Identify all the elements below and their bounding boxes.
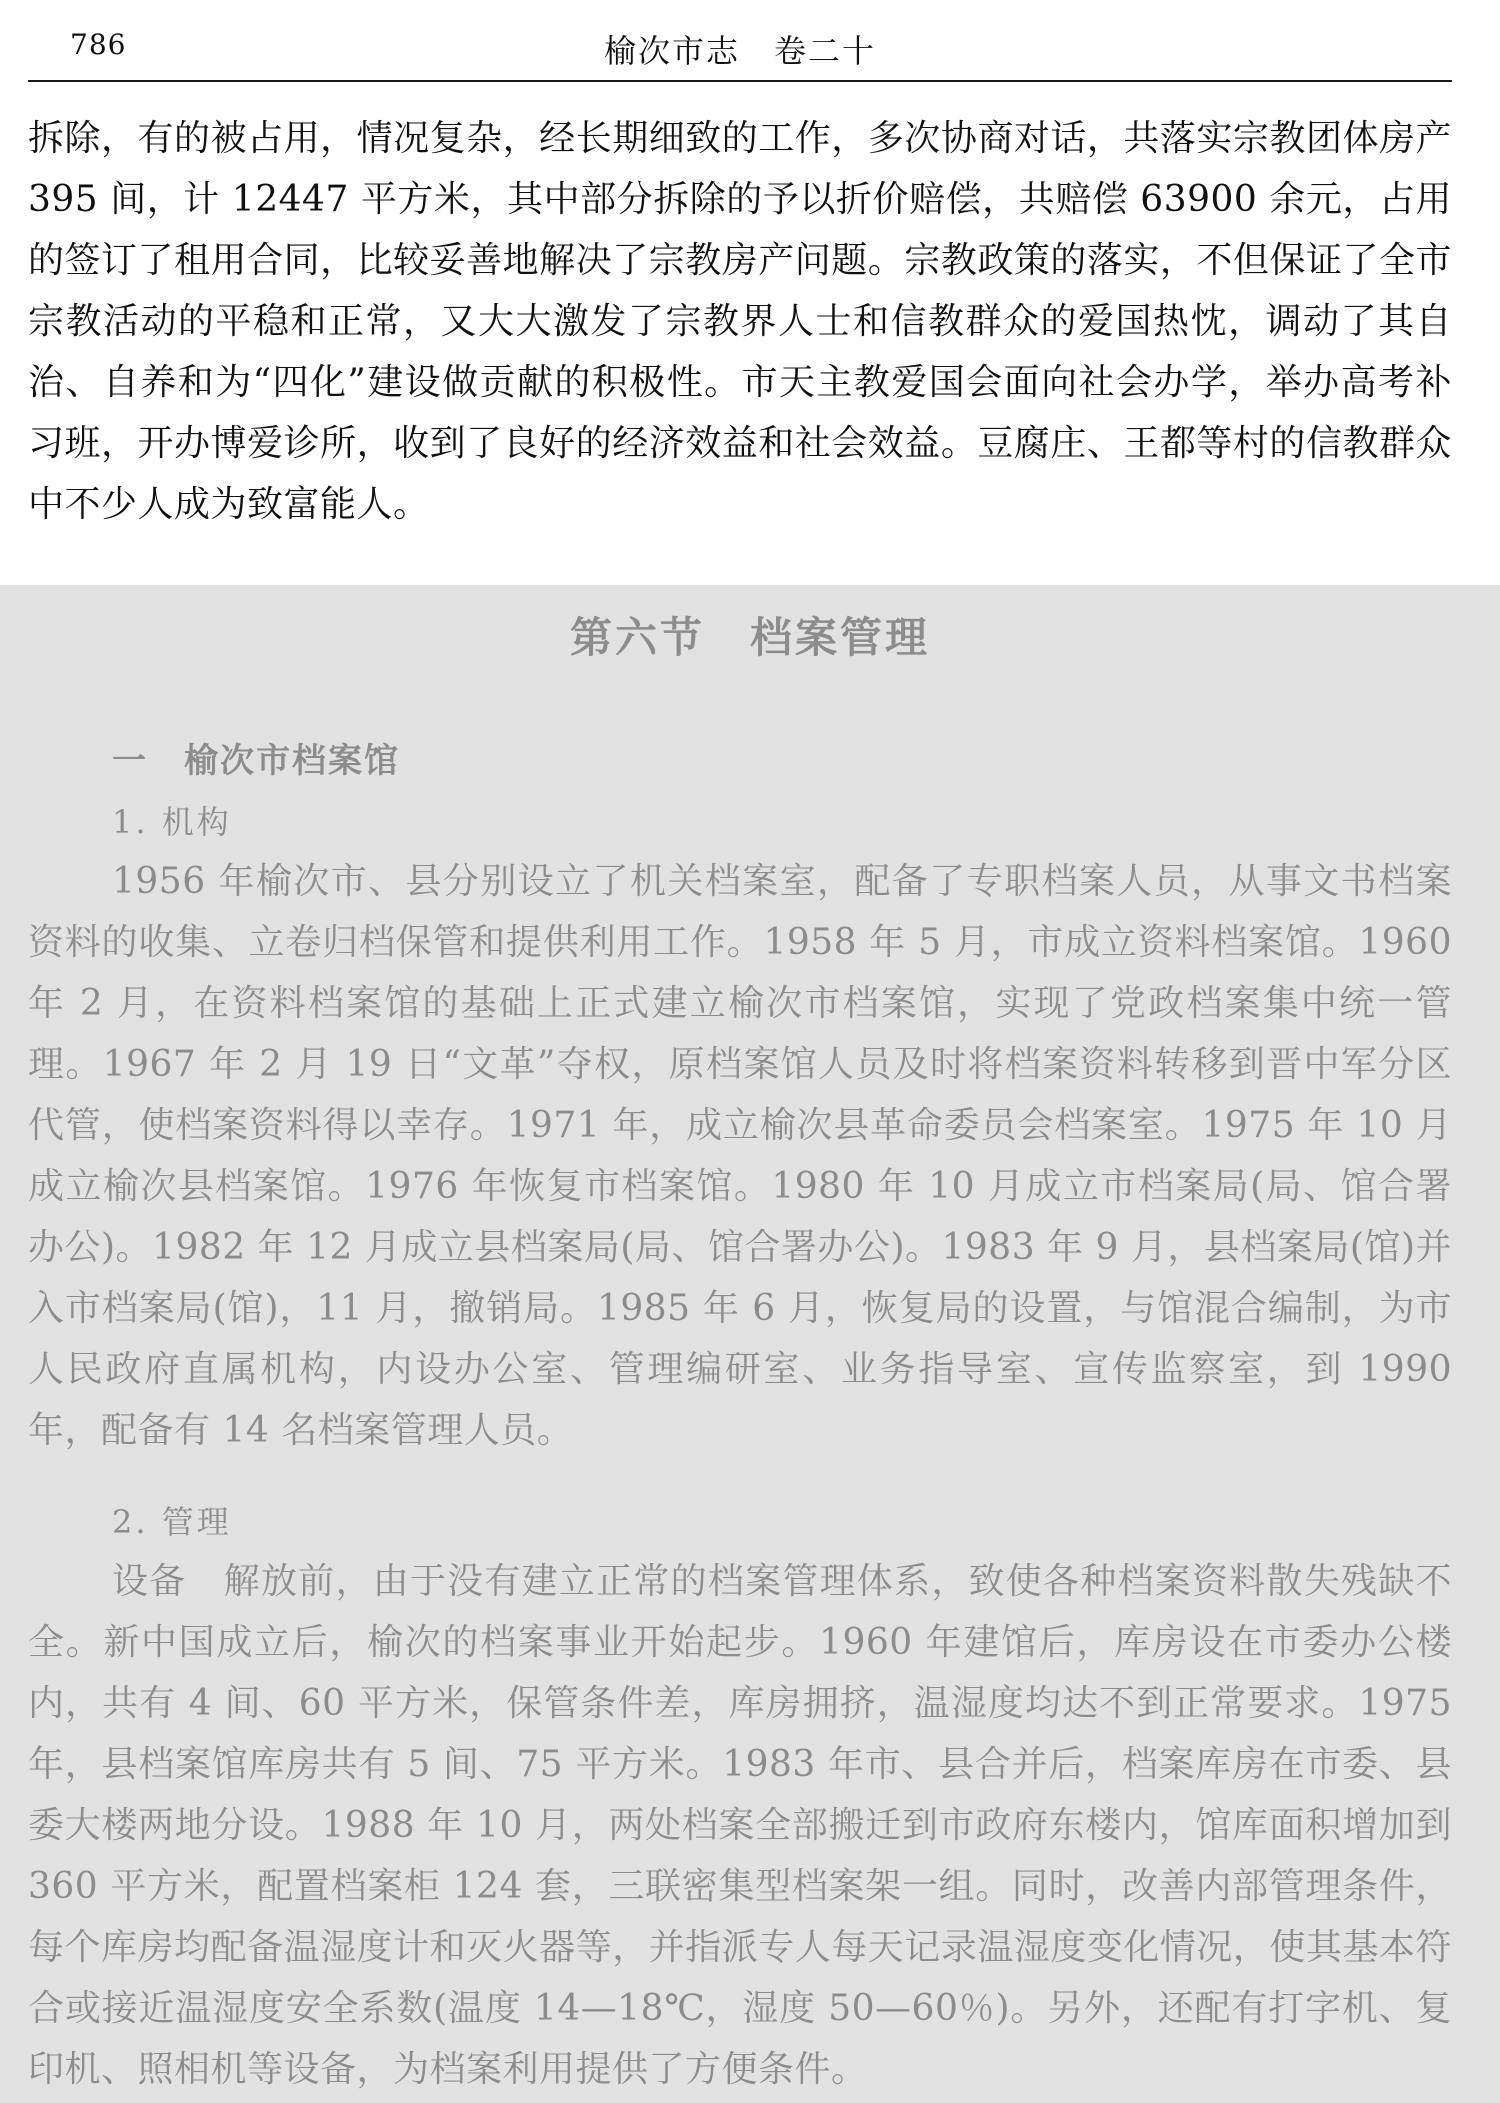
- archive-management-section: [0, 585, 1500, 2103]
- management-paragraph: 设备 解放前，由于没有建立正常的档案管理体系，致使各种档案资料散失残缺不全。新中国成立后，榆次的档案事业开始起步。1960 年建馆后，库房设在市委办公楼内，共有 4 间、60 平方米，保管条件差，库房拥挤，温湿度均达不到正常要求。1975 年，县档案馆库房共有 5 间、75 平方米。1983 年市、县合并后，档案库房在市委、县委大楼两地分设。1988 年 10 月，两处档案全部搬迁到市政府东楼内，馆库面积增加到 360 平方米，配置档案柜 124 套，三联密集型档案架一组。同时，改善内部管理条件，每个库房均配备温湿度计和灭火器等，并指派专人每天记录温湿度变化情况，使其基本符合或接近温湿度安全系数(温度 14—18℃，湿度 50—60％)。另外，还配有打字机、复印机、照相机等设备，为档案利用提供了方便条件。: [28, 1561, 1452, 2090]
- item-heading-organization: 1. 机构: [112, 803, 232, 841]
- item-heading-management: 2. 管理: [112, 1503, 232, 1541]
- running-title: 榆次市志 卷二十: [603, 32, 876, 70]
- organization-paragraph: 1956 年榆次市、县分别设立了机关档案室，配备了专职档案人员，从事文书档案资料的收集、立卷归档保管和提供利用工作。1958 年 5 月，市成立资料档案馆。1960 年 2 月，在资料档案馆的基础上正式建立榆次市档案馆，实现了党政档案集中统一管理。1967 年 2 月 19 日“文革”夺权，原档案馆人员及时将档案资料转移到晋中军分区代管，使档案资料得以幸存。1971 年，成立榆次县革命委员会档案室。1975 年 10 月成立榆次县档案馆。1976 年恢复市档案馆。1980 年 10 月成立市档案局(局、馆合署办公)。1982 年 12 月成立县档案局(局、馆合署办公)。1983 年 9 月，县档案局(馆)并入市档案局(馆)，11 月，撤销局。1985 年 6 月，恢复局的设置，与馆混合编制，为市人民政府直属机构，内设办公室、管理编研室、业务指导室、宣传监察室，到 1990 年，配备有 14 名档案管理人员。: [28, 861, 1452, 1451]
- section-title: 第六节 档案管理: [569, 613, 930, 662]
- subsection-title: 一 榆次市档案馆: [112, 741, 400, 781]
- page-header: [28, 18, 1452, 82]
- page-number: 786: [70, 28, 127, 61]
- continued-paragraph: 拆除，有的被占用，情况复杂，经长期细致的工作，多次协商对话，共落实宗教团体房产 395 间，计 12447 平方米，其中部分拆除的予以折价赔偿，共赔偿 63900 余元，占用的签订了租用合同，比较妥善地解决了宗教房产问题。宗教政策的落实，不但保证了全市宗教活动的平稳和正常，又大大激发了宗教界人士和信教群众的爱国热忱，调动了其自治、自养和为“四化”建设做贡献的积极性。市天主教爱国会面向社会办学，举办高考补习班，开办博爱诊所，收到了良好的经济效益和社会效益。豆腐庄、王都等村的信教群众中不少人成为致富能人。: [28, 118, 1452, 525]
